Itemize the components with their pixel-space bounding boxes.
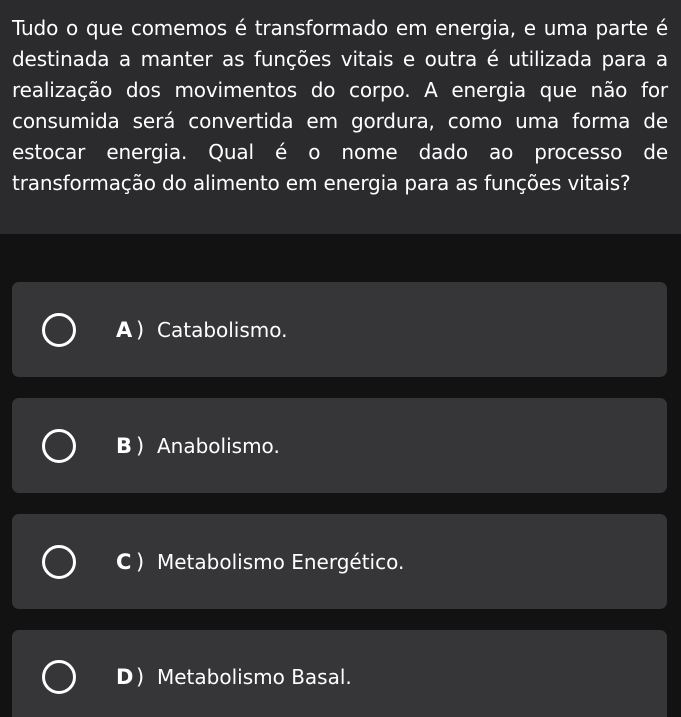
radio-unchecked-icon[interactable] [42,660,76,694]
option-paren: ) [136,549,145,574]
option-letter: A [116,317,133,342]
option-b[interactable] [12,398,667,493]
option-d[interactable] [12,630,667,717]
radio-unchecked-icon[interactable] [42,313,76,347]
option-letter: D [116,665,134,689]
option-a[interactable] [12,282,667,377]
option-text: Catabolismo. [157,317,288,342]
option-text: Metabolismo Energético. [157,549,405,574]
option-letter: B [116,433,133,458]
option-letter: C [116,549,132,574]
option-paren: ) [136,317,145,342]
option-c[interactable] [12,514,667,609]
option-paren: ) [136,433,145,458]
question-text: Tudo o que comemos é transformado em energia, e uma parte é destinada a manter as funções vitais e outra é utilizada para a realização dos movimentos do corpo. A energia que não for consumida será convertida em gordura, como uma forma de estocar energia. Qual é o nome dado ao processo de transformação do alimento em energia para as funções vitais? [12,16,668,195]
radio-unchecked-icon[interactable] [42,429,76,463]
option-paren: ) [136,665,145,689]
option-text: Anabolismo. [157,433,280,458]
option-text: Metabolismo Basal. [157,665,352,689]
radio-unchecked-icon[interactable] [42,545,76,579]
